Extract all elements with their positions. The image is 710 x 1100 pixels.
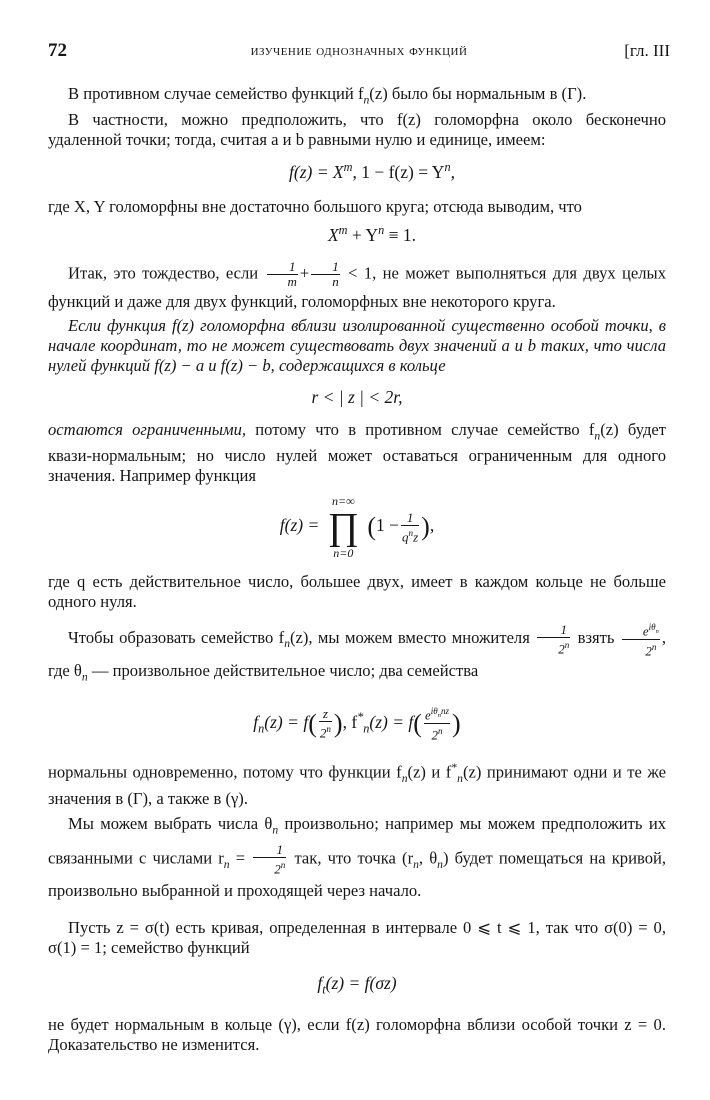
paragraph-1: В противном случае семейство функций $f_n(z)$ было бы нормальным в (Γ).	[68, 84, 587, 107]
page-number: 72	[48, 40, 67, 61]
chapter-label: [гл. III	[624, 41, 670, 60]
paragraph-10: Мы можем выбрать числа $\theta_n$ произвольно; например мы можем предположить их связанными с числами $r_n$ = $\frac{1}{2^n}$ так, что точка ($r_n$, $\theta_n$) будет помещаться на кривой, произвольно выбранной и проходящей через начало.	[48, 813, 667, 901]
equation-6: $f_t(z) = f(\sigma z)$	[317, 973, 397, 997]
equation-1: $f(z) = X^m$, $1 - f(z) = Y^n$,	[289, 160, 455, 183]
paragraph-11: Пусть z = σ(t) есть кривая, определенная в интервале 0 ⩽ t ⩽ 1, так что σ(0) = 0, σ(1) = 1; семейство функций	[48, 918, 666, 958]
paragraph-4: Итак, это тождество, если $\frac{1}{m}$ + $\frac{1}{n}$ < 1, не может выполняться для двух целых функций и даже для двух функций, голоморфных вне некоторого круга.	[48, 258, 667, 311]
paragraph-2: В частности, можно предположить, что f(z) голоморфна около бесконечно удаленной точки; тогда, считая a и b равными нулю и единице, имеем:	[48, 110, 666, 150]
theorem-paragraph: Если функция f(z) голоморфна вблизи изолированной существенно особой точки, в начале координат, то не может существовать двух значений a и b таких, что числа нулей функций f(z) − a и f(z) − b, содержащихся в кольце	[48, 315, 666, 375]
equation-2: $X^m + Y^n \equiv 1$.	[327, 223, 417, 245]
equation-5: $f_n(z) = f$( $\frac{z}{2^n}$ ), $f^*_n(z) = f$( $\frac{e^{i\theta_nnz}}{2^n}$ )	[253, 705, 461, 743]
running-title: изучение однозначных функций	[250, 43, 468, 59]
equation-4: f(z) = n=∞ ∏ n=0 (1 − $\frac{1}{q^nz}$ ),	[279, 494, 435, 561]
paragraph-3: где X, Y голоморфны вне достаточно большого круга; отсюда выводим, что	[48, 197, 582, 217]
equation-3: r < | z | < 2r,	[311, 386, 403, 407]
paragraph-12: не будет нормальным в кольце (γ), если f(z) голоморфна вблизи особой точки z = 0. Доказательство не изменится.	[48, 1014, 666, 1054]
page-header	[48, 40, 670, 64]
paragraph-7: где q есть действительное число, большее двух, имеет в каждом кольце не больше одного нуля.	[48, 572, 666, 612]
paragraph-8: Чтобы образовать семейство $f_n(z)$, мы можем вместо множителя $\frac{1}{2^n}$ взять $\frac{e^{i\theta_n}}{2^n}$ , где $\theta_n$ — произвольное действительное число; два семейства	[48, 621, 666, 684]
paragraph-6: остаются ограниченными, потому что в противном случае семейство $f_n(z)$ будет квази-нормальным; но число нулей может оставаться ограниченным для одного значения. Например функция	[48, 419, 667, 486]
paragraph-9: нормальны одновременно, потому что функции $f_n(z)$ и $f^*_n(z)$ принимают одни и те же значения в (Γ), а также в (γ).	[48, 761, 667, 808]
page-body	[48, 84, 666, 1055]
